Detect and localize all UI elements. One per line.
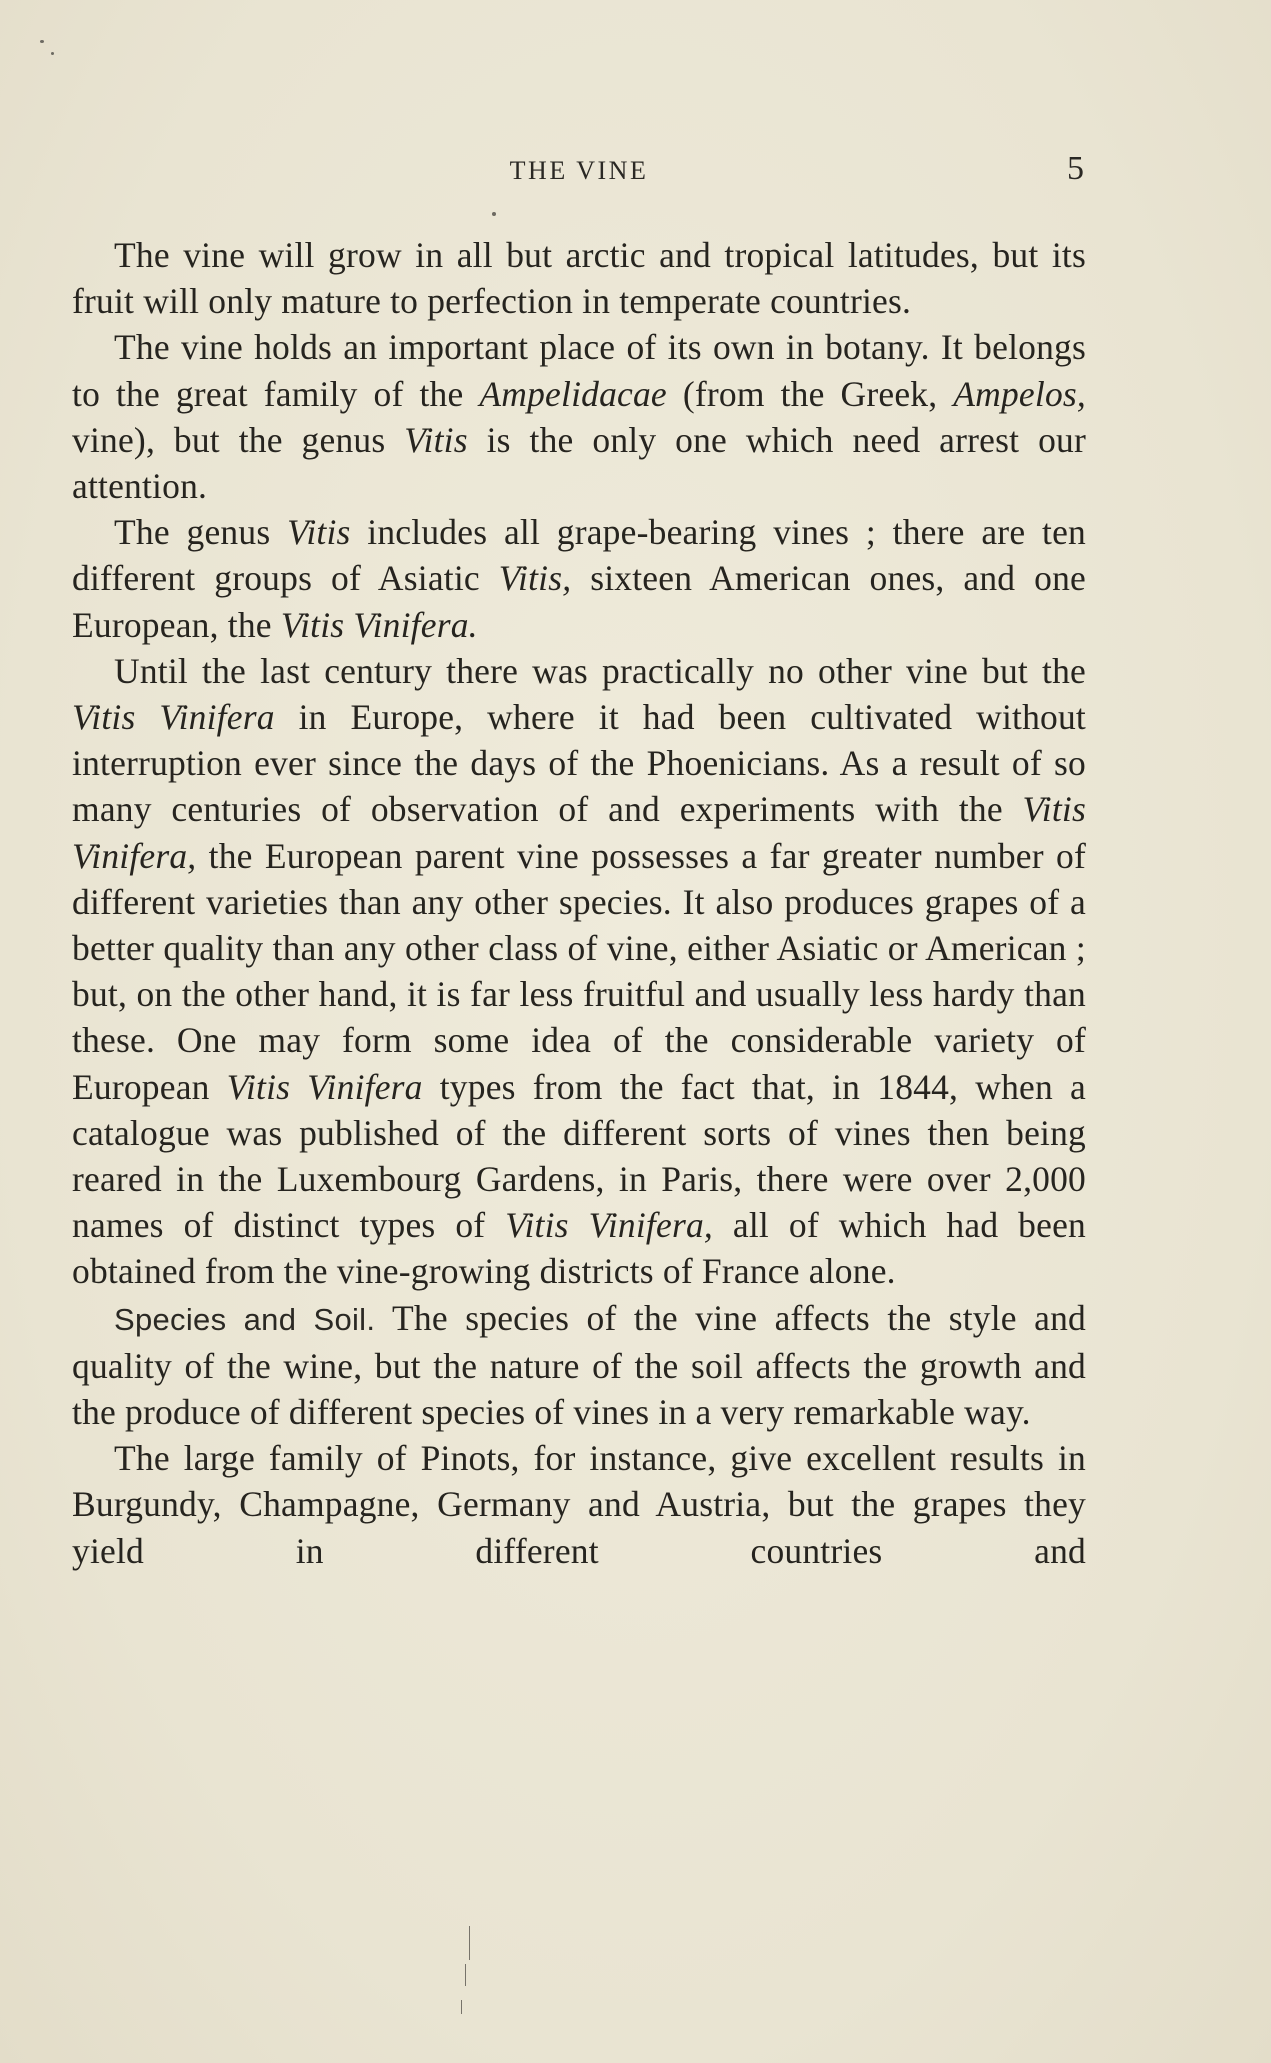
- scan-mark: [461, 2000, 462, 2014]
- text-run: The vine will grow in all but arctic and tropical latitudes, but its fruit will only mature to perfection in temperate countries.: [72, 235, 1086, 322]
- italic-run: Vitis,: [498, 558, 572, 599]
- paragraph: [72, 648, 1086, 1295]
- italic-run: Ampelos,: [953, 373, 1086, 414]
- italic-run: Vitis Vinifera: [72, 697, 275, 738]
- text-run: (from the Greek,: [666, 373, 954, 414]
- text-run: The species of the vine affects the style and quality of the wine, but the nature of the soil affects the growth and the produce of different species of vines in a very remarkable way.: [72, 1297, 1086, 1433]
- section-heading: Species and Soil.: [114, 1301, 376, 1337]
- paragraph: [72, 509, 1086, 648]
- paragraph: [72, 1295, 1086, 1436]
- text-run: The vine holds an important place of its own in botany. It belongs to the great family of the: [72, 327, 1086, 414]
- text-run: includes all grape-bearing vines ; there are ten different groups of Asiatic: [72, 512, 1086, 599]
- page-number: 5: [1067, 150, 1084, 187]
- italic-run: Ampelidacae: [479, 373, 667, 414]
- italic-run: Vitis Vinifera.: [280, 604, 478, 645]
- italic-run: Vitis: [404, 419, 468, 460]
- italic-run: Vitis Vinifera,: [72, 789, 1086, 876]
- text-run: types from the fact that, in 1844, when a catalogue was published of the different sorts of vines then being reared in the Luxembourg Gardens, in Paris, there were over 2,000 names of distinct types of: [72, 1066, 1086, 1246]
- italic-run: Vitis: [287, 512, 351, 553]
- text-run: Until the last century there was practically no other vine but the: [114, 650, 1086, 691]
- text-run: sixteen American ones, and one European, the: [72, 558, 1086, 645]
- paragraph: [72, 232, 1086, 324]
- scan-mark: [469, 1926, 470, 1960]
- paragraph: [72, 324, 1086, 509]
- italic-run: Vitis Vinifera: [226, 1066, 423, 1107]
- scan-speck: [492, 212, 496, 216]
- text-run: The genus: [114, 512, 288, 553]
- page-header: [72, 150, 1086, 196]
- text-run: The large family of Pinots, for instance, give excellent results in Burgundy, Champagne, Germany and Austria, but the grapes they yield in different countries and: [72, 1438, 1086, 1571]
- running-title: THE VINE: [509, 156, 649, 185]
- scan-speck: [51, 52, 54, 55]
- text-run: vine), but the genus: [72, 419, 405, 460]
- scan-speck: [40, 40, 44, 43]
- text-run: the European parent vine possesses a far greater number of different varieties than any other species. It also produces grapes of a better quality than any other class of vine, either Asiatic or American ; but, on the other hand, it is far less fruitful and usually less hardy than these. One may form some idea of the considerable variety of European: [72, 835, 1086, 1107]
- scan-mark: [465, 1964, 466, 1986]
- text-run: in Europe, where it had been cultivated without interruption ever since the days of the Phoenicians. As a result of so many centuries of observation of and experiments with the: [72, 697, 1086, 830]
- text-run: is the only one which need arrest our attention.: [72, 419, 1086, 507]
- body-text: [72, 232, 1086, 1574]
- paragraph: [72, 1435, 1086, 1574]
- text-run: all of which had been obtained from the vine-growing districts of France alone.: [72, 1205, 1086, 1292]
- italic-run: Vitis Vinifera,: [505, 1205, 713, 1246]
